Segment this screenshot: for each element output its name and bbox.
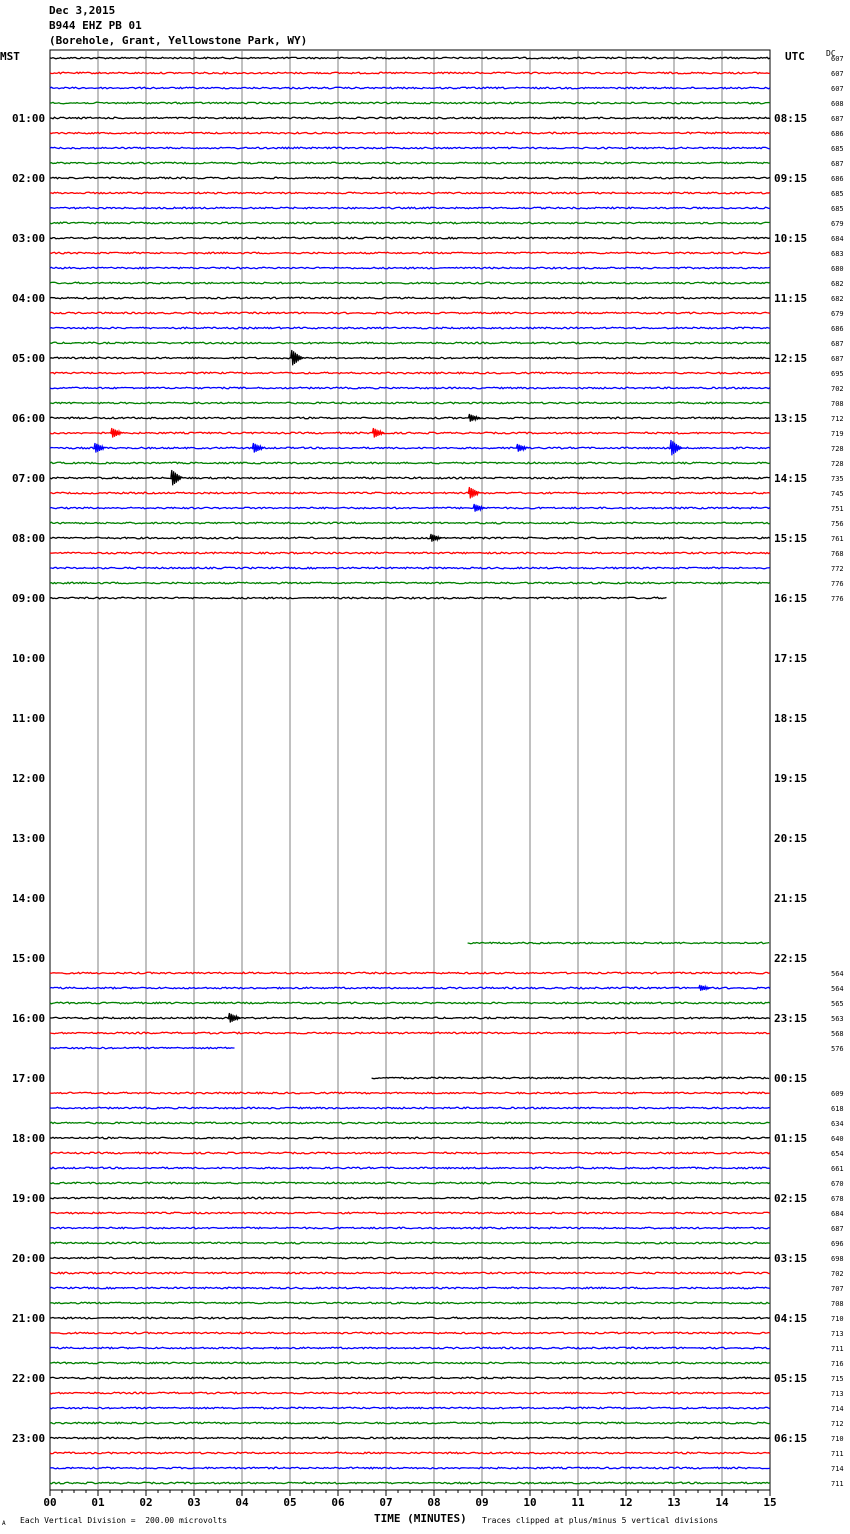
dc-offset-label: 685 <box>831 205 844 213</box>
x-tick-label: 13 <box>667 1496 681 1509</box>
dc-offset-label: 686 <box>831 130 844 138</box>
seismic-trace <box>50 1152 770 1154</box>
seismic-event <box>291 350 303 365</box>
seismic-trace <box>50 207 770 209</box>
dc-offset-label: 707 <box>831 1285 844 1293</box>
right-hour-label: 21:15 <box>774 892 808 905</box>
right-hour-label: 05:15 <box>774 1372 808 1385</box>
seismic-trace <box>50 522 770 524</box>
dc-offset-label: 711 <box>831 1345 844 1353</box>
dc-offset-label: 683 <box>831 250 844 258</box>
seismic-trace <box>50 177 770 179</box>
dc-offset-label: 687 <box>831 1225 844 1233</box>
seismic-event <box>94 443 106 453</box>
x-tick-label: 00 <box>43 1496 57 1509</box>
seismic-trace <box>50 1347 770 1349</box>
dc-offset-label: 682 <box>831 295 844 303</box>
seismic-trace <box>50 132 770 134</box>
seismic-trace <box>50 1032 770 1034</box>
dc-offset-label: 702 <box>831 385 844 393</box>
right-timezone-label: UTC <box>785 50 805 63</box>
right-hour-label: 09:15 <box>774 172 808 185</box>
seismic-trace <box>50 1332 770 1334</box>
dc-offset-label: 716 <box>831 1360 844 1368</box>
seismic-trace <box>50 162 770 164</box>
dc-offset-label: 756 <box>831 520 844 528</box>
dc-offset-label: 576 <box>831 1045 844 1053</box>
seismic-trace <box>50 1227 770 1229</box>
seismic-trace <box>50 1197 770 1199</box>
seismic-trace <box>50 1092 770 1094</box>
seismic-trace <box>50 1362 770 1364</box>
right-hour-label: 14:15 <box>774 472 808 485</box>
right-hour-label: 20:15 <box>774 832 808 845</box>
dc-offset-label: 728 <box>831 460 844 468</box>
left-hour-label: 12:00 <box>12 772 46 785</box>
x-tick-label: 11 <box>571 1496 585 1509</box>
dc-offset-label: 776 <box>831 595 844 603</box>
dc-offset-label: 640 <box>831 1135 844 1143</box>
dc-offset-label: 608 <box>831 100 844 108</box>
right-hour-label: 10:15 <box>774 232 808 245</box>
seismic-trace <box>50 267 770 269</box>
dc-offset-label: 712 <box>831 415 844 423</box>
left-hour-label: 13:00 <box>12 832 46 845</box>
x-tick-label: 01 <box>91 1496 105 1509</box>
dc-offset-label: 609 <box>831 1090 844 1098</box>
seismic-trace <box>50 1257 770 1259</box>
dc-offset-label: 695 <box>831 370 844 378</box>
footer-scale-note: Each Vertical Division = 200.00 microvolts <box>20 1516 228 1525</box>
seismic-event <box>473 504 485 512</box>
dc-offset-label: 772 <box>831 565 844 573</box>
left-hour-label: 23:00 <box>12 1432 46 1445</box>
seismic-trace <box>50 1122 770 1124</box>
right-hour-label: 02:15 <box>774 1192 808 1205</box>
dc-offset-label: 687 <box>831 160 844 168</box>
dc-offset-label: 713 <box>831 1390 844 1398</box>
seismic-event <box>516 444 528 452</box>
dc-offset-label: 702 <box>831 1270 844 1278</box>
left-hour-label: 09:00 <box>12 592 46 605</box>
seismic-trace <box>50 1452 770 1454</box>
x-tick-label: 07 <box>379 1496 393 1509</box>
seismic-event <box>252 443 264 453</box>
right-hour-label: 13:15 <box>774 412 808 425</box>
right-hour-label: 23:15 <box>774 1012 808 1025</box>
dc-offset-label: 698 <box>831 1255 844 1263</box>
seismic-trace <box>50 1137 770 1139</box>
x-tick-label: 02 <box>139 1496 153 1509</box>
left-hour-label: 22:00 <box>12 1372 46 1385</box>
plot-station: B944 EHZ PB 01 <box>49 19 142 32</box>
dc-offset-label: 679 <box>831 220 844 228</box>
seismic-trace <box>50 1467 770 1469</box>
seismic-trace <box>50 1272 770 1274</box>
x-tick-label: 12 <box>619 1496 633 1509</box>
dc-offset-label: 565 <box>831 1000 844 1008</box>
dc-offset-label: 711 <box>831 1480 844 1488</box>
dc-offset-label: 678 <box>831 1195 844 1203</box>
plot-location: (Borehole, Grant, Yellowstone Park, WY) <box>49 34 308 47</box>
x-tick-label: 04 <box>235 1496 249 1509</box>
left-hour-label: 18:00 <box>12 1132 46 1145</box>
dc-offset-label: 684 <box>831 235 844 243</box>
dc-offset-label: 654 <box>831 1150 844 1158</box>
seismic-trace <box>50 372 770 374</box>
dc-offset-label: 661 <box>831 1165 844 1173</box>
right-hour-label: 22:15 <box>774 952 808 965</box>
left-hour-label: 14:00 <box>12 892 46 905</box>
seismic-trace <box>50 297 770 299</box>
seismic-trace <box>50 972 770 974</box>
right-hour-label: 16:15 <box>774 592 808 605</box>
dc-offset-label: 568 <box>831 1030 844 1038</box>
dc-offset-label: 564 <box>831 970 844 978</box>
dc-offset-label: 768 <box>831 550 844 558</box>
seismic-trace <box>50 492 770 494</box>
seismic-trace <box>50 222 770 224</box>
left-hour-label: 01:00 <box>12 112 46 125</box>
dc-offset-label: 761 <box>831 535 844 543</box>
seismic-trace <box>50 477 770 479</box>
right-hour-label: 15:15 <box>774 532 808 545</box>
dc-offset-label: 686 <box>831 325 844 333</box>
left-hour-label: 15:00 <box>12 952 46 965</box>
seismic-trace <box>50 1302 770 1304</box>
seismic-trace <box>50 387 770 389</box>
right-hour-label: 11:15 <box>774 292 808 305</box>
right-hour-label: 18:15 <box>774 712 808 725</box>
seismic-event <box>171 470 183 485</box>
right-hour-label: 06:15 <box>774 1432 808 1445</box>
dc-offset-label: 670 <box>831 1180 844 1188</box>
seismic-trace <box>50 72 770 74</box>
seismic-trace <box>50 1242 770 1244</box>
seismic-trace <box>50 1047 235 1049</box>
right-hour-label: 19:15 <box>774 772 808 785</box>
left-hour-label: 06:00 <box>12 412 46 425</box>
seismic-event <box>111 428 123 438</box>
dc-offset-label: 714 <box>831 1405 844 1413</box>
left-hour-label: 10:00 <box>12 652 46 665</box>
x-tick-label: 14 <box>715 1496 729 1509</box>
dc-offset-label: 607 <box>831 85 844 93</box>
seismic-trace <box>50 1377 770 1379</box>
left-hour-label: 05:00 <box>12 352 46 365</box>
dc-offset-label: 715 <box>831 1375 844 1383</box>
seismic-event <box>468 487 480 499</box>
left-hour-label: 16:00 <box>12 1012 46 1025</box>
dc-offset-label: 711 <box>831 1450 844 1458</box>
seismic-trace <box>50 1407 770 1409</box>
dc-offset-label: 728 <box>831 445 844 453</box>
seismic-trace <box>50 447 770 449</box>
seismic-trace <box>468 942 769 944</box>
x-tick-label: 15 <box>763 1496 777 1509</box>
dc-offset-label: 751 <box>831 505 844 513</box>
dc-offset-label: 679 <box>831 310 844 318</box>
dc-offset-label: 745 <box>831 490 844 498</box>
left-hour-label: 21:00 <box>12 1312 46 1325</box>
seismic-trace <box>50 1437 770 1439</box>
dc-offset-label: 708 <box>831 1300 844 1308</box>
seismic-trace <box>50 102 770 104</box>
right-hour-label: 03:15 <box>774 1252 808 1265</box>
dc-column-label: DC <box>826 49 836 58</box>
dc-offset-label: 712 <box>831 1420 844 1428</box>
seismic-trace <box>50 252 770 254</box>
x-tick-label: 05 <box>283 1496 297 1509</box>
seismic-event <box>430 534 442 542</box>
seismic-trace <box>50 1422 770 1424</box>
right-hour-label: 12:15 <box>774 352 808 365</box>
dc-offset-label: 713 <box>831 1330 844 1338</box>
x-tick-label: 08 <box>427 1496 441 1509</box>
dc-offset-label: 684 <box>831 1210 844 1218</box>
left-hour-label: 07:00 <box>12 472 46 485</box>
seismic-trace <box>50 1287 770 1289</box>
left-hour-label: 08:00 <box>12 532 46 545</box>
seismic-trace <box>50 507 770 509</box>
seismic-trace <box>50 1017 770 1019</box>
seismic-trace <box>50 312 770 314</box>
dc-offset-label: 710 <box>831 1315 844 1323</box>
seismic-event <box>670 440 682 455</box>
seismic-trace <box>50 57 770 59</box>
left-hour-label: 02:00 <box>12 172 46 185</box>
dc-offset-label: 776 <box>831 580 844 588</box>
seismic-trace <box>50 567 770 569</box>
x-tick-label: 06 <box>331 1496 345 1509</box>
seismic-trace <box>50 282 770 284</box>
seismic-trace <box>50 597 667 599</box>
dc-offset-label: 735 <box>831 475 844 483</box>
dc-offset-label: 687 <box>831 115 844 123</box>
dc-offset-label: 563 <box>831 1015 844 1023</box>
left-timezone-label: MST <box>0 50 20 63</box>
left-hour-label: 03:00 <box>12 232 46 245</box>
seismic-trace <box>372 1077 769 1079</box>
dc-offset-label: 710 <box>831 1435 844 1443</box>
x-tick-label: 10 <box>523 1496 537 1509</box>
seismic-trace <box>50 192 770 194</box>
seismic-trace <box>50 1182 770 1184</box>
dc-offset-label: 607 <box>831 70 844 78</box>
dc-offset-label: 687 <box>831 355 844 363</box>
right-hour-label: 01:15 <box>774 1132 808 1145</box>
seismic-trace <box>50 552 770 554</box>
dc-offset-label: 607 <box>831 55 844 63</box>
seismic-trace <box>50 417 770 419</box>
dc-offset-label: 708 <box>831 400 844 408</box>
seismic-trace <box>50 1317 770 1319</box>
dc-offset-label: 564 <box>831 985 844 993</box>
seismic-trace <box>50 462 770 464</box>
left-hour-label: 19:00 <box>12 1192 46 1205</box>
seismic-trace <box>50 237 770 239</box>
left-hour-label: 04:00 <box>12 292 46 305</box>
dc-offset-label: 687 <box>831 340 844 348</box>
seismic-trace <box>50 987 770 989</box>
dc-offset-label: 686 <box>831 175 844 183</box>
seismic-event <box>228 1013 240 1023</box>
seismic-trace <box>50 1392 770 1394</box>
corner-mark: A <box>2 1520 6 1527</box>
x-tick-label: 03 <box>187 1496 201 1509</box>
right-hour-label: 00:15 <box>774 1072 808 1085</box>
dc-offset-label: 634 <box>831 1120 844 1128</box>
dc-offset-label: 682 <box>831 280 844 288</box>
plot-date: Dec 3,2015 <box>49 4 116 17</box>
seismic-trace <box>50 327 770 329</box>
left-hour-label: 20:00 <box>12 1252 46 1265</box>
dc-offset-label: 714 <box>831 1465 844 1473</box>
seismic-trace <box>50 147 770 149</box>
seismic-trace <box>50 582 770 584</box>
seismic-trace <box>50 1002 770 1004</box>
left-hour-label: 11:00 <box>12 712 46 725</box>
right-hour-label: 08:15 <box>774 112 808 125</box>
dc-offset-label: 685 <box>831 190 844 198</box>
seismic-event <box>468 414 480 422</box>
seismic-trace <box>50 357 770 359</box>
seismic-trace <box>50 1482 770 1484</box>
seismic-trace <box>50 342 770 344</box>
dc-offset-label: 719 <box>831 430 844 438</box>
dc-offset-label: 685 <box>831 145 844 153</box>
x-axis-title: TIME (MINUTES) <box>374 1512 467 1525</box>
seismic-trace <box>50 1167 770 1169</box>
seismic-trace <box>50 402 770 404</box>
right-hour-label: 04:15 <box>774 1312 808 1325</box>
left-hour-label: 17:00 <box>12 1072 46 1085</box>
x-tick-label: 09 <box>475 1496 489 1509</box>
seismic-trace <box>50 432 770 434</box>
seismic-event <box>699 985 711 991</box>
dc-offset-label: 618 <box>831 1105 844 1113</box>
dc-offset-label: 696 <box>831 1240 844 1248</box>
seismic-trace <box>50 1212 770 1214</box>
seismic-trace <box>50 117 770 119</box>
dc-offset-label: 680 <box>831 265 844 273</box>
footer-clip-note: Traces clipped at plus/minus 5 vertical divisions <box>482 1516 719 1525</box>
seismic-event <box>372 428 384 438</box>
seismic-trace <box>50 1107 770 1109</box>
seismic-trace <box>50 87 770 89</box>
seismic-trace <box>50 537 770 539</box>
right-hour-label: 17:15 <box>774 652 808 665</box>
